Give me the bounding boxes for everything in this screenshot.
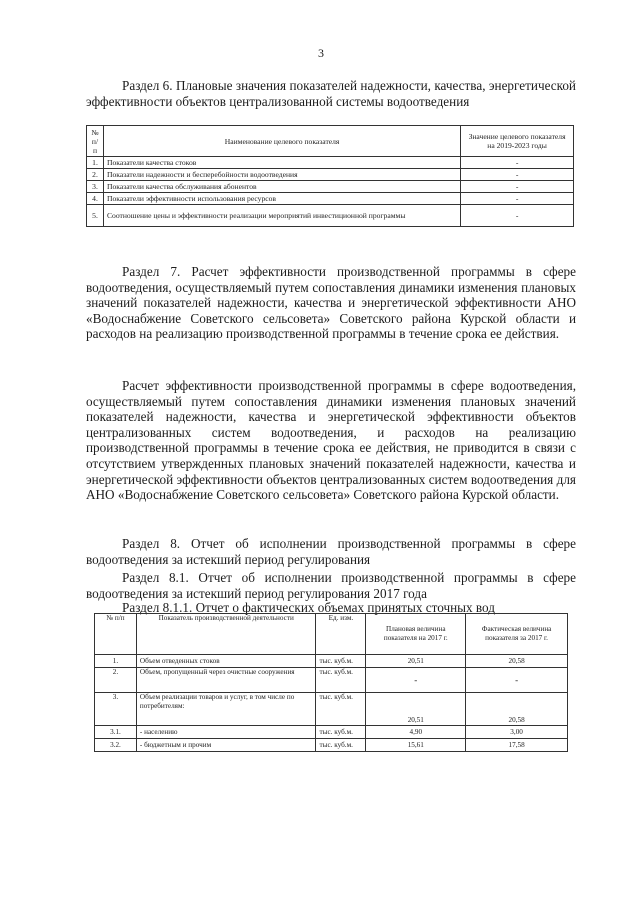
column-header-unit: Ед. изм.	[316, 614, 366, 655]
table-row	[87, 193, 574, 205]
row-fact: 3,00	[466, 726, 568, 739]
table-row	[87, 157, 574, 169]
row-unit: тыс. куб.м.	[316, 739, 366, 752]
table-row	[95, 726, 568, 739]
row-value: -	[461, 157, 574, 169]
row-num: 4.	[87, 193, 104, 205]
column-header-name: Наименование целевого показателя	[103, 126, 460, 157]
row-num: 3.	[87, 181, 104, 193]
table-row	[95, 693, 568, 726]
row-unit: тыс. куб.м.	[316, 693, 366, 726]
row-name: - населению	[136, 726, 316, 739]
section7-heading: Раздел 7. Расчет эффективности производственной программы в сфере водоотведения, осуществляемый путем сопоставления динамики изменения плановых значений показателей надежности, качества и энергетической эффективности АНО «Водоснабжение Советского сельсовета» Советского района Курской области и расходов на реализацию производственной программы в течение срока ее действия.	[86, 264, 576, 342]
row-name: Показатели надежности и бесперебойности водоотведения	[103, 169, 460, 181]
table-row	[95, 655, 568, 668]
row-fact: 20,58	[466, 693, 568, 726]
row-name: Показатели качества стоков	[103, 157, 460, 169]
column-header-value: Значение целевого показателя на 2019-2023 годы	[461, 126, 574, 157]
table-row	[95, 739, 568, 752]
row-name: Объем отведенных стоков	[136, 655, 316, 668]
row-num: 3.2.	[95, 739, 137, 752]
table-header-row	[95, 614, 568, 655]
row-name: - бюджетным и прочим	[136, 739, 316, 752]
section8-1-1-heading: Раздел 8.1.1. Отчет о фактических объемах принятых сточных вод	[122, 600, 495, 615]
column-header-num: № п/п	[87, 126, 104, 157]
row-fact: 20,58	[466, 655, 568, 668]
row-num: 1.	[87, 157, 104, 169]
row-name: Показатели эффективности использования ресурсов	[103, 193, 460, 205]
row-name: Показатели качества обслуживания абонентов	[103, 181, 460, 193]
row-unit: тыс. куб.м.	[316, 655, 366, 668]
section8-table	[94, 613, 568, 752]
row-plan: 20,51	[366, 655, 466, 668]
row-name: Соотношение цены и эффективности реализации мероприятий инвестиционной программы	[103, 205, 460, 227]
section8-heading: Раздел 8. Отчет об исполнении производственной программы в сфере водоотведения за истекший период регулирования	[86, 536, 576, 567]
column-header-fact: Фактическая величина показателя за 2017 г.	[466, 614, 568, 655]
row-num: 2.	[87, 169, 104, 181]
row-num: 1.	[95, 655, 137, 668]
row-value: -	[461, 205, 574, 227]
row-num: 2.	[95, 668, 137, 693]
section8-1-heading: Раздел 8.1. Отчет об исполнении производственной программы в сфере водоотведения за истекший период регулирования 2017 года	[86, 570, 576, 601]
row-unit: тыс. куб.м.	[316, 726, 366, 739]
row-value: -	[461, 193, 574, 205]
row-plan: 20,51	[366, 693, 466, 726]
table-header-row	[87, 126, 574, 157]
section6-table	[86, 125, 574, 227]
table-row	[87, 205, 574, 227]
table-row	[87, 169, 574, 181]
page-number: 3	[318, 46, 324, 60]
row-plan: 15,61	[366, 739, 466, 752]
row-value: -	[461, 169, 574, 181]
column-header-indicator: Показатель производственной деятельности	[136, 614, 316, 655]
row-num: 3.	[95, 693, 137, 726]
row-plan: 4,90	[366, 726, 466, 739]
section6-heading: Раздел 6. Плановые значения показателей надежности, качества, энергетической эффективности объектов централизованной системы водоотведения	[86, 78, 576, 109]
column-header-plan: Плановая величина показателя на 2017 г.	[366, 614, 466, 655]
section7-body: Расчет эффективности производственной программы в сфере водоотведения, осуществляемый путем сопоставления динамики изменения плановых значений показателей надежности, качества и энергетической эффективности объектов централизованных систем водоотведения, и расходов на реализацию производственной программы в течение срока ее действия, не приводится в связи с отсутствием утвержденных плановых значений показателей надежности, качества и энергетической эффективности объектов централизованных систем водоотведения для АНО «Водоснабжение Советского сельсовета» Советского района Курской области.	[86, 378, 576, 503]
row-num: 5.	[87, 205, 104, 227]
row-fact: 17,58	[466, 739, 568, 752]
row-plan: -	[366, 668, 466, 693]
row-name: Объем, пропущенный через очистные сооружения	[136, 668, 316, 693]
table-row	[87, 181, 574, 193]
row-name: Объем реализации товаров и услуг, в том числе по потребителям:	[136, 693, 316, 726]
row-num: 3.1.	[95, 726, 137, 739]
row-value: -	[461, 181, 574, 193]
column-header-num: № п/п	[95, 614, 137, 655]
table-row	[95, 668, 568, 693]
row-fact: -	[466, 668, 568, 693]
row-unit: тыс. куб.м.	[316, 668, 366, 693]
